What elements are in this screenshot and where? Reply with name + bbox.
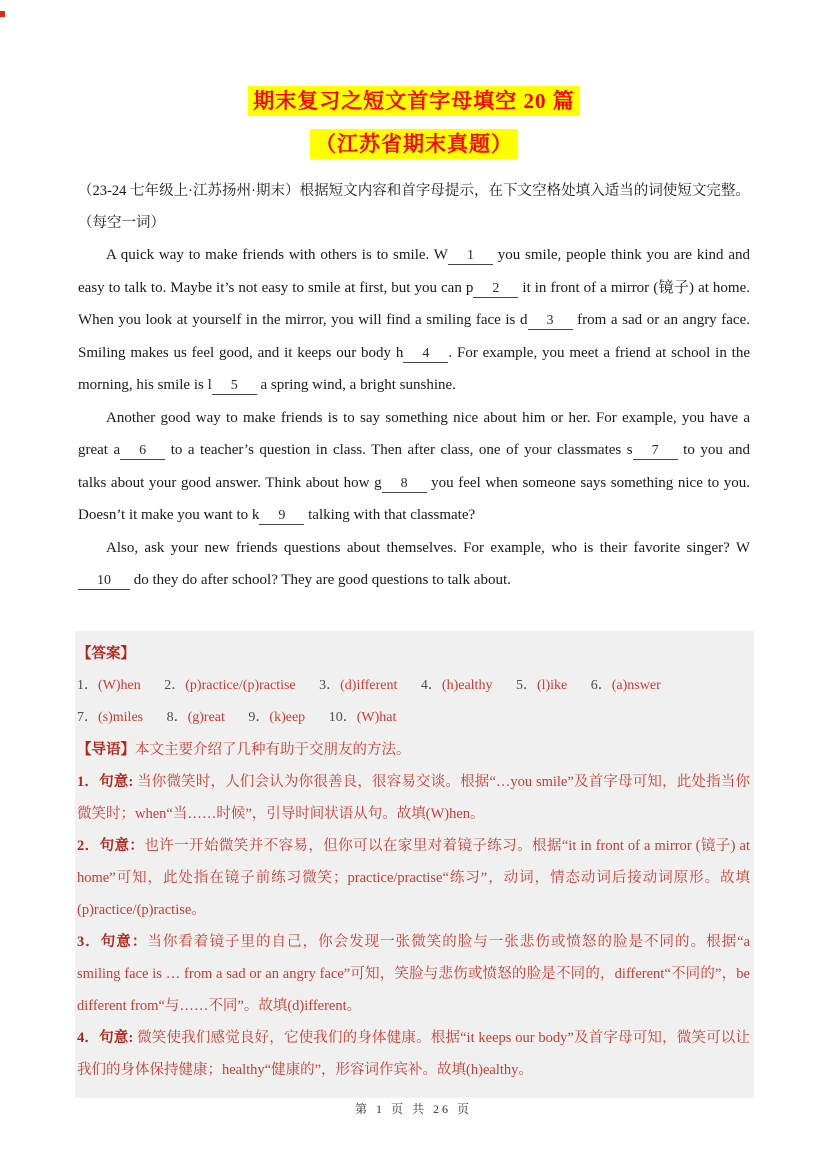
page-corner-marker — [0, 11, 5, 17]
analysis-item-2 — [77, 830, 750, 926]
answer-item-6 — [591, 678, 661, 693]
blank-number: 6 — [139, 443, 147, 458]
blank-number: 3 — [546, 313, 554, 328]
analysis-intro-label: 【导语】 — [77, 741, 135, 758]
blank-10[interactable] — [78, 572, 130, 590]
answer-number: 6． — [590, 677, 612, 693]
blank-number: 5 — [230, 378, 238, 393]
page-title: 期末复习之短文首字母填空 20 篇 — [248, 86, 580, 116]
blank-6[interactable] — [120, 442, 165, 460]
passage-text: do they do after school? They are good questions to talk about. — [130, 572, 511, 588]
analysis-item-prefix: 2．句意： — [77, 837, 145, 854]
answer-word: (g)reat — [187, 709, 225, 725]
blank-number: 4 — [422, 345, 430, 361]
analysis-item-prefix: 4．句意: — [77, 1029, 138, 1046]
blank-number: 7 — [651, 443, 659, 458]
blank-number: 8 — [400, 475, 408, 491]
analysis-item-1 — [77, 766, 750, 830]
answer-number: 1． — [77, 677, 98, 693]
blank-9[interactable] — [259, 507, 304, 525]
passage-text: Another good way to make friends is to say something nice about him or her. For example, you have a great a — [78, 409, 750, 458]
answer-word: (W)hat — [356, 709, 397, 725]
answer-number: 8． — [166, 709, 188, 725]
analysis-intro-text: 本文主要介绍了几种有助于交朋友的方法。 — [135, 741, 411, 758]
answer-word: (s)miles — [98, 709, 144, 725]
analysis-item-3 — [77, 926, 750, 1022]
passage-text: it in front of a mirror (镜子) at home. When you look at yourself in the mirror, you will find a smiling face is d — [78, 279, 750, 328]
page-number-footer: 第 1 页 共 26 页 — [354, 1102, 472, 1116]
document-page — [77, 0, 750, 1098]
passage-paragraph-3 — [78, 532, 750, 597]
answers-row-1 — [77, 670, 750, 702]
analysis-item-prefix: 3．句意： — [77, 933, 148, 950]
analysis-item-body: 也许一开始微笑并不容易，但你可以在家里对着镜子练习。根据“it in front of a mirror (镜子) at home”可知，此处指在镜子前练习微笑；practice/practise“练习”，动词，情态动词后接动词原形。故填(p)ractice/(p)ractise。 — [77, 837, 750, 918]
passage-paragraph-2 — [78, 402, 750, 532]
answer-word: (W)hen — [98, 677, 141, 693]
blank-2[interactable] — [473, 280, 518, 298]
passage-text: . For example, you meet a friend at school in the morning, his smile is l — [78, 344, 750, 393]
answers-label: 【答案】 — [77, 645, 135, 662]
answer-item-3 — [319, 678, 397, 693]
blank-4[interactable] — [403, 345, 448, 363]
passage-text: you smile, people think you are kind and easy to talk to. Maybe it’s not easy to smile at first, but you can p — [78, 247, 750, 296]
subtitle-row — [78, 129, 750, 159]
passage-paragraph-1 — [78, 239, 750, 402]
answer-word: (a)nswer — [611, 677, 661, 693]
blank-number: 10 — [97, 573, 111, 588]
passage-text: A quick way to make friends with others is to smile. W — [106, 247, 448, 263]
passage-text: Also, ask your new friends questions about themselves. For example, who is their favorite singer? W — [106, 539, 750, 556]
answer-item-1 — [77, 678, 141, 693]
answer-number: 7． — [77, 709, 98, 725]
cloze-passage — [78, 239, 750, 597]
passage-text: from a sad or an angry face. Smiling makes us feel good, and it keeps our body h — [78, 312, 751, 361]
page-subtitle: （江苏省期末真题） — [310, 129, 518, 159]
exercise-instructions: （23-24 七年级上·江苏扬州·期末）根据短文内容和首字母提示，在下文空格处填入适当的词使短文完整。（每空一词） — [78, 183, 750, 231]
blank-number: 2 — [492, 280, 500, 296]
answer-number: 3． — [319, 677, 341, 693]
blank-5[interactable] — [212, 377, 257, 395]
answer-number: 5． — [515, 677, 537, 693]
answer-word: (k)eep — [269, 709, 306, 725]
blank-7[interactable] — [633, 442, 678, 460]
analysis-intro — [77, 734, 750, 766]
analysis-item-body: 当你微笑时，人们会认为你很善良，很容易交谈。根据“…you smile”及首字母可知，此处指当你微笑时；when“当……时候”，引导时间状语从句。故填(W)hen。 — [77, 773, 750, 822]
passage-text: to a teacher’s question in class. Then after class, one of your classmates s — [165, 442, 633, 458]
passage-text: you feel when someone says something nice to you. Doesn’t it make you want to k — [78, 474, 750, 523]
blank-1[interactable] — [448, 247, 493, 265]
answer-item-4 — [421, 678, 493, 693]
answer-item-7 — [77, 710, 143, 725]
passage-text: a spring wind, a bright sunshine. — [256, 377, 456, 393]
passage-text: talking with that classmate? — [304, 507, 476, 523]
answer-item-10 — [329, 710, 397, 725]
answer-word: (h)ealthy — [441, 677, 493, 693]
answer-word: (p)ractice/(p)ractise — [185, 677, 296, 693]
answer-number: 10． — [328, 709, 357, 725]
passage-text: to you and talks about your good answer. Think about how g — [78, 442, 751, 491]
answer-section — [75, 631, 754, 1098]
analysis-item-prefix: 1．句意: — [77, 773, 138, 790]
answer-number: 9． — [248, 709, 270, 725]
answers-row-2 — [77, 702, 750, 734]
blank-number: 1 — [466, 248, 474, 263]
answer-word: (d)ifferent — [340, 677, 398, 693]
blank-3[interactable] — [528, 312, 573, 330]
blank-number: 9 — [278, 508, 286, 523]
answer-word: (l)ike — [536, 677, 568, 693]
answer-item-8 — [167, 710, 225, 725]
blank-8[interactable] — [382, 475, 427, 493]
answer-number: 2． — [164, 677, 186, 693]
answer-number: 4． — [420, 677, 442, 693]
analysis-item-4 — [77, 1022, 750, 1086]
answer-item-2 — [164, 678, 295, 693]
title-row — [78, 0, 750, 116]
answer-item-9 — [248, 710, 305, 725]
analysis-item-body: 当你看着镜子里的自己，你会发现一张微笑的脸与一张悲伤或愤怒的脸是不同的。根据“a smiling face is … from a sad or an angry face”可知，笑脸与悲伤或愤怒的脸是不同的，different“不同的”，be different from“与……不同”。故填(d)ifferent。 — [77, 933, 751, 1014]
analysis-item-body: 微笑使我们感觉良好，它使我们的身体健康。根据“it keeps our body”及首字母可知，微笑可以让我们的身体保持健康；healthy“健康的”，形容词作宾补。故填(h)ealthy。 — [77, 1029, 750, 1078]
answer-item-5 — [516, 678, 567, 693]
